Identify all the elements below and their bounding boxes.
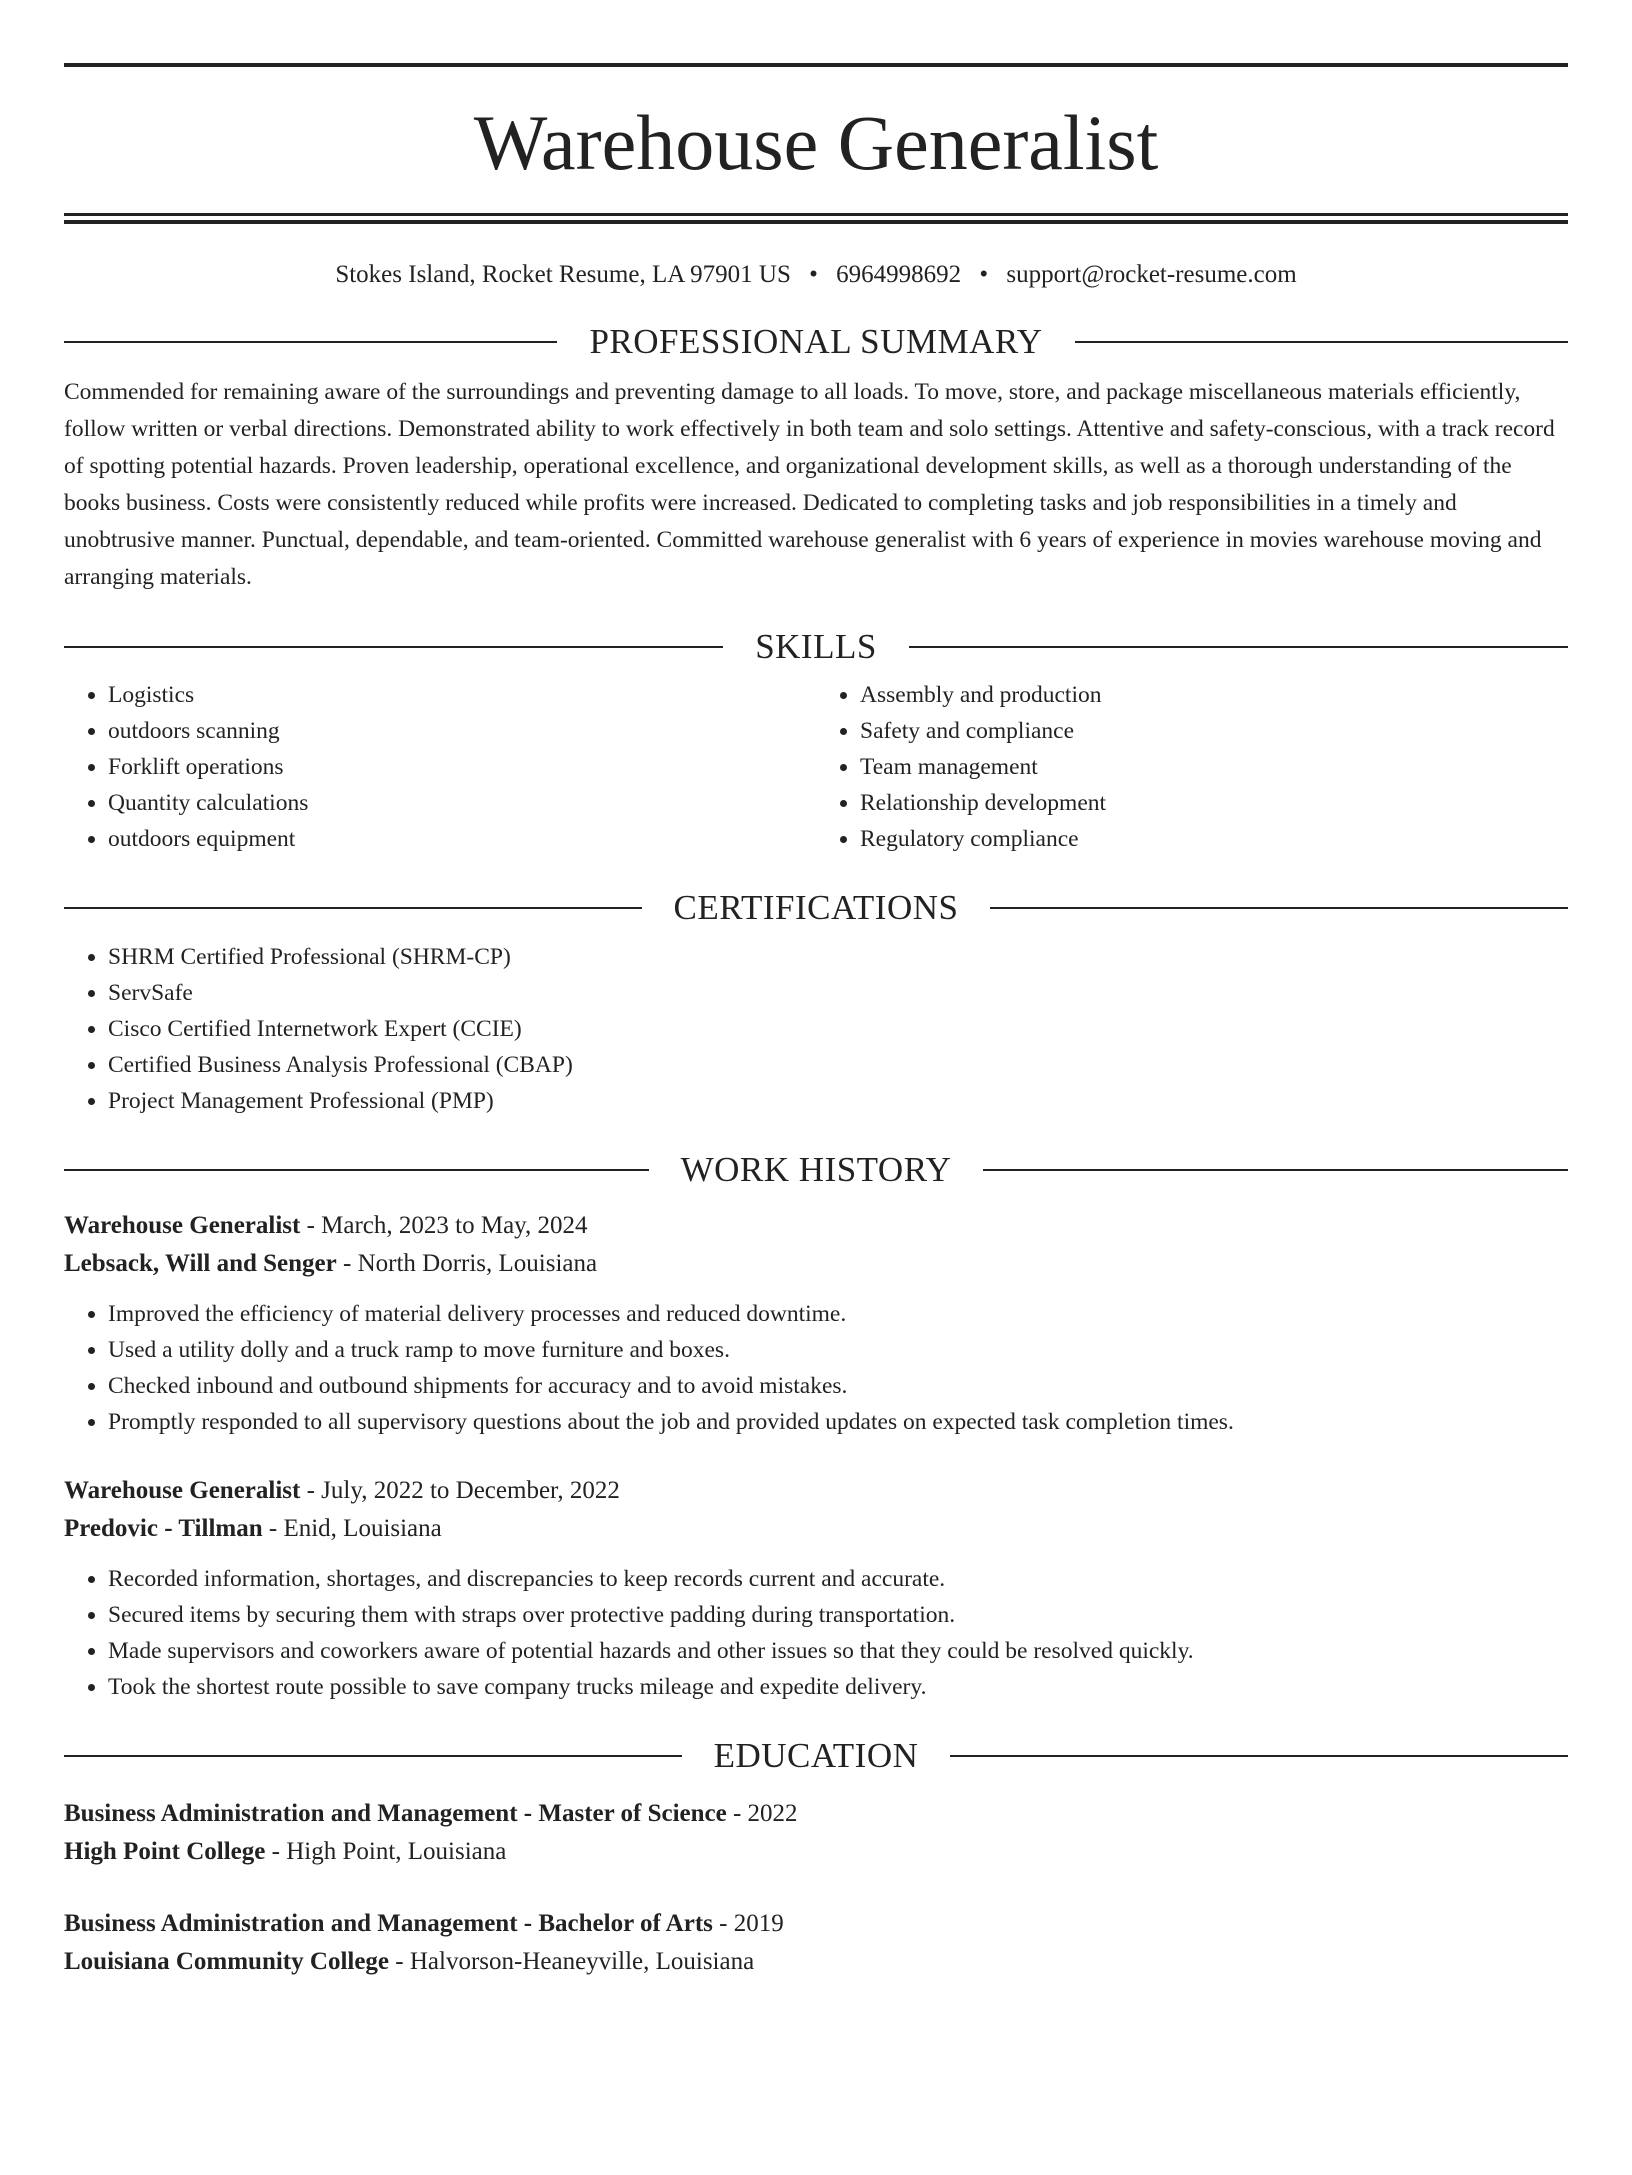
heading-rule (64, 907, 642, 909)
contact-separator: • (979, 261, 989, 288)
job-title-line (64, 1207, 1568, 1245)
heading-rule (950, 1755, 1568, 1757)
contact-separator: • (809, 261, 818, 288)
resume-page (0, 63, 1632, 2175)
certifications-list (64, 939, 1568, 1119)
skills-column-left (64, 677, 816, 857)
skills-list (64, 677, 1568, 857)
education-entry (64, 1795, 1568, 1871)
section-heading-education (64, 1735, 1568, 1777)
education-degree-line (64, 1795, 1568, 1833)
list-item: • Relationship development (860, 785, 1568, 821)
education-location: - High Point, Louisiana (265, 1838, 507, 1865)
contact-line (64, 259, 1568, 291)
list-item: • Promptly responded to all supervisory questions about the job and provided updates on expected task completion times. (108, 1404, 1568, 1440)
section-title: CERTIFICATIONS (673, 888, 959, 927)
top-rule (64, 63, 1568, 67)
education-degree: Business Administration and Management - Master of Science (64, 1800, 727, 1827)
job-company: Predovic - Tillman (64, 1515, 263, 1542)
list-item: • outdoors equipment (108, 821, 816, 857)
heading-rule (64, 646, 723, 648)
list-item: • Logistics (108, 677, 816, 713)
heading-rule (1075, 341, 1568, 343)
education-entry (64, 1905, 1568, 1981)
job-entry (64, 1472, 1568, 1705)
list-item: • Quantity calculations (108, 785, 816, 821)
skills-column-right (816, 677, 1568, 857)
heading-rule (909, 646, 1568, 648)
heading-rule (990, 907, 1568, 909)
education-year: - 2022 (726, 1800, 798, 1827)
list-item: • Team management (860, 749, 1568, 785)
education-degree: Business Administration and Management - Bachelor of Arts (64, 1910, 713, 1937)
section-heading-skills (64, 626, 1568, 668)
section-heading-certifications (64, 887, 1568, 929)
candidate-name: Warehouse Generalist (473, 99, 1159, 186)
list-item: • Certified Business Analysis Professional (CBAP) (108, 1047, 1568, 1083)
double-rule (64, 213, 1568, 224)
job-bullets (64, 1296, 1568, 1440)
job-entry (64, 1207, 1568, 1440)
section-heading-work-history (64, 1149, 1568, 1191)
job-dates: - March, 2023 to May, 2024 (300, 1212, 588, 1239)
education-location: - Halvorson-Heaneyville, Louisiana (389, 1948, 755, 1975)
list-item: • Took the shortest route possible to save company trucks mileage and expedite delivery. (108, 1669, 1568, 1705)
job-bullets (64, 1561, 1568, 1705)
list-item: • Project Management Professional (PMP) (108, 1083, 1568, 1119)
list-item: • Made supervisors and coworkers aware of potential hazards and other issues so that they could be resolved quickly. (108, 1633, 1568, 1669)
list-item: • Safety and compliance (860, 713, 1568, 749)
job-title-line (64, 1472, 1568, 1510)
heading-rule (64, 1755, 682, 1757)
education-year: - 2019 (712, 1910, 784, 1937)
job-dates: - July, 2022 to December, 2022 (300, 1477, 620, 1504)
list-item: • Regulatory compliance (860, 821, 1568, 857)
list-item: • Checked inbound and outbound shipments for accuracy and to avoid mistakes. (108, 1368, 1568, 1404)
heading-rule (64, 341, 557, 343)
education-school-line (64, 1943, 1568, 1981)
section-heading-summary (64, 321, 1568, 363)
list-item: • Improved the efficiency of material delivery processes and reduced downtime. (108, 1296, 1568, 1332)
job-location: - North Dorris, Louisiana (336, 1250, 598, 1277)
heading-rule (64, 1169, 649, 1171)
list-item: • Assembly and production (860, 677, 1568, 713)
list-item: • outdoors scanning (108, 713, 816, 749)
summary-text: Commended for remaining aware of the surroundings and preventing damage to all loads. To move, store, and package miscellaneous materials efficiently, follow written or verbal directions. Demonstrated ability to work effectively in both team and solo settings. Attentive and safety-conscious, with a track record of spotting potential hazards. Proven leadership, operational excellence, and organizational development skills, as well as a thorough understanding of the books business. Costs were consistently reduced while profits were increased. Dedicated to completing tasks and job responsibilities in a timely and unobtrusive manner. Punctual, dependable, and team-oriented. Committed warehouse generalist with 6 years of experience in movies warehouse moving and arranging materials. (64, 379, 1555, 590)
list-item: • ServSafe (108, 975, 1568, 1011)
education-school: Louisiana Community College (64, 1948, 390, 1975)
contact-address: Stokes Island, Rocket Resume, LA 97901 US (335, 261, 791, 288)
list-item: • SHRM Certified Professional (SHRM-CP) (108, 939, 1568, 975)
contact-email: support@rocket-resume.com (1006, 261, 1297, 288)
job-title: Warehouse Generalist (64, 1477, 301, 1504)
education-school-line (64, 1833, 1568, 1871)
section-title: PROFESSIONAL SUMMARY (589, 322, 1043, 361)
list-item: • Recorded information, shortages, and discrepancies to keep records current and accurate. (108, 1561, 1568, 1597)
list-item: • Secured items by securing them with straps over protective padding during transportation. (108, 1597, 1568, 1633)
list-item: • Forklift operations (108, 749, 816, 785)
list-item: • Cisco Certified Internetwork Expert (CCIE) (108, 1011, 1568, 1047)
contact-phone: 6964998692 (836, 261, 962, 288)
job-company: Lebsack, Will and Senger (64, 1250, 337, 1277)
heading-rule (983, 1169, 1568, 1171)
section-title: WORK HISTORY (680, 1150, 952, 1189)
job-location: - Enid, Louisiana (262, 1515, 442, 1542)
section-title: EDUCATION (713, 1736, 919, 1775)
job-company-line (64, 1510, 1568, 1548)
education-school: High Point College (64, 1838, 266, 1865)
education-degree-line (64, 1905, 1568, 1943)
section-title: SKILLS (755, 627, 877, 666)
job-title: Warehouse Generalist (64, 1212, 301, 1239)
list-item: • Used a utility dolly and a truck ramp to move furniture and boxes. (108, 1332, 1568, 1368)
job-company-line (64, 1245, 1568, 1283)
